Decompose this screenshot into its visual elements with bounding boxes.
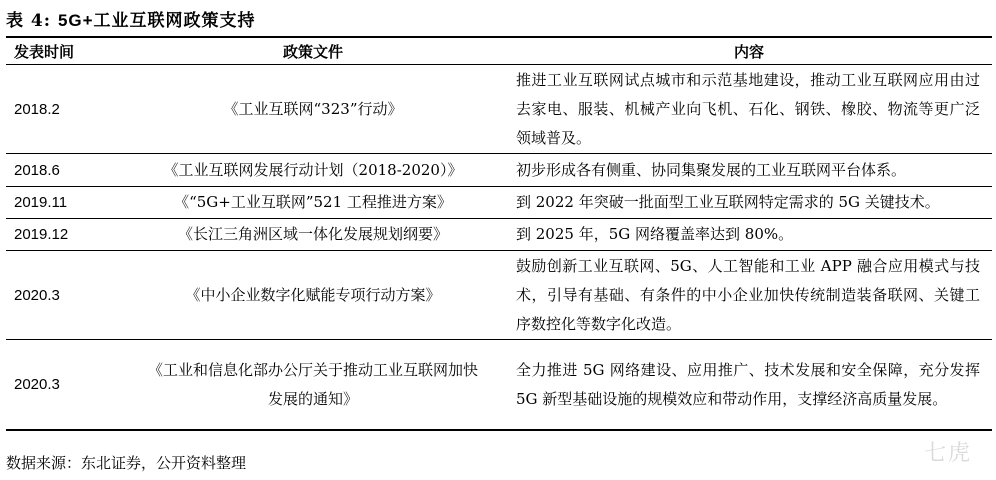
row-content: 推进工业互联网试点城市和示范基地建设，推动工业互联网应用由过去家电、服装、机械产业向飞机、石化、钢铁、橡胶、物流等更广泛领域普及。	[506, 65, 992, 154]
row-document: 《中小企业数字化赋能专项行动方案》	[120, 251, 506, 340]
row-date: 2018.2	[6, 65, 120, 154]
row-content: 鼓励创新工业互联网、5G、人工智能和工业 APP 融合应用模式与技术，引导有基础、有条件的中小企业加快传统制造装备联网、关键工序数控化等数字化改造。	[506, 251, 992, 340]
row-date: 2019.11	[6, 187, 120, 219]
table-row	[6, 340, 992, 431]
header-date: 发表时间	[6, 37, 120, 65]
table-row	[6, 154, 992, 187]
header-row	[6, 37, 992, 65]
table-row	[6, 219, 992, 251]
row-content: 全力推进 5G 网络建设、应用推广、技术发展和安全保障，充分发挥 5G 新型基础设施的规模效应和带动作用，支撑经济高质量发展。	[506, 340, 992, 431]
table-row	[6, 65, 992, 154]
row-content: 初步形成各有侧重、协同集聚发展的工业互联网平台体系。	[506, 154, 992, 187]
row-date: 2019.12	[6, 219, 120, 251]
data-source-note: 数据来源：东北证券，公开资料整理	[6, 454, 247, 472]
row-document: 《“5G+工业互联网”521 工程推进方案》	[120, 187, 506, 219]
caption-label: 表 4:	[6, 11, 52, 31]
row-date: 2020.3	[6, 251, 120, 340]
row-document: 《长江三角洲区域一体化发展规划纲要》	[120, 219, 506, 251]
policy-table	[6, 36, 992, 431]
table-row	[6, 251, 992, 340]
row-document: 《工业和信息化部办公厅关于推动工业互联网加快发展的通知》	[120, 340, 506, 431]
row-content: 到 2022 年突破一批面型工业互联网特定需求的 5G 关键技术。	[506, 187, 992, 219]
watermark-logo: 七虎	[923, 441, 972, 466]
row-date: 2018.6	[6, 154, 120, 187]
caption-title: 5G+工业互联网政策支持	[57, 11, 256, 30]
row-document: 《工业互联网发展行动计划（2018-2020）》	[120, 154, 506, 187]
header-document: 政策文件	[120, 37, 506, 65]
row-date: 2020.3	[6, 340, 120, 431]
table-caption	[6, 6, 256, 31]
row-content: 到 2025 年，5G 网络覆盖率达到 80%。	[506, 219, 992, 251]
header-content: 内容	[506, 37, 992, 65]
table-row	[6, 187, 992, 219]
row-document: 《工业互联网“323”行动》	[120, 65, 506, 154]
